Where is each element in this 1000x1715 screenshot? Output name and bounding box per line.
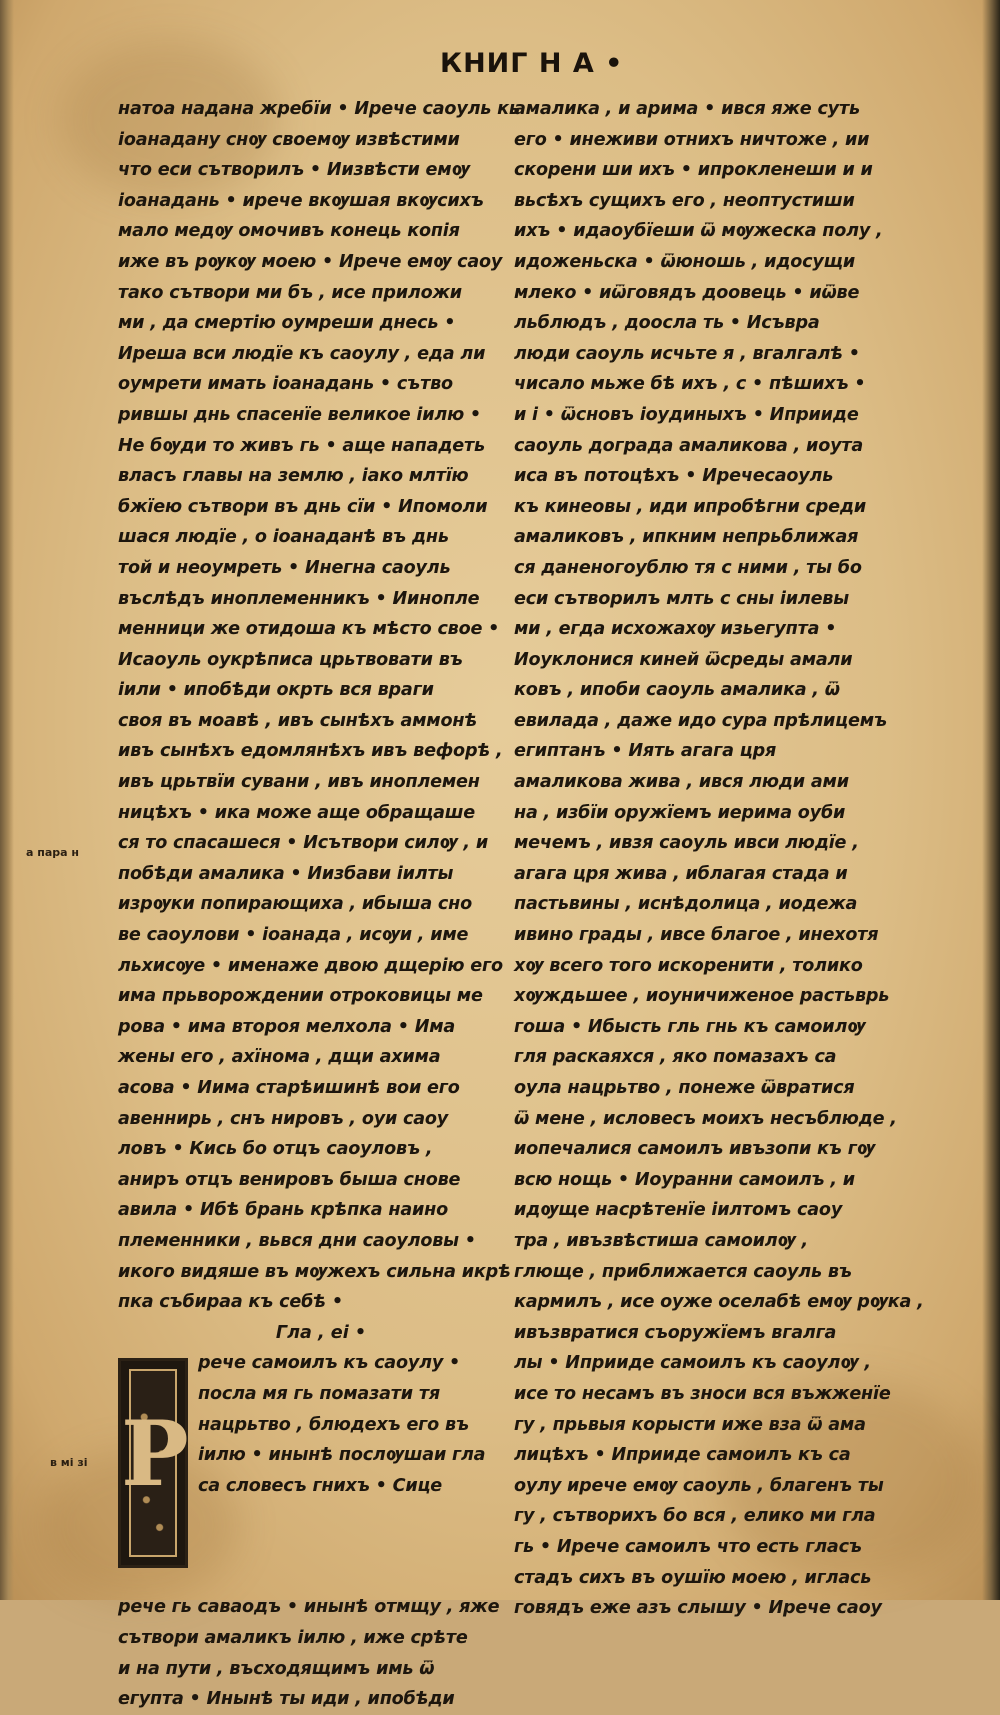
text-line: ивино грады , ивсе благое , инехотя <box>514 925 879 946</box>
text-line: рова • има второя мелхола • Има <box>118 1016 456 1037</box>
margin-note: в мі зі <box>50 1456 88 1469</box>
text-line: ницѣхъ • ика може аще обращаше <box>118 802 475 823</box>
text-line: на , избїи оружїемъ иерима оуби <box>514 802 846 823</box>
text-line: ми , егда исхожахѹ изьегупта • <box>514 619 837 640</box>
text-line: говядъ еже азъ слышу • Ирече саоу <box>514 1598 882 1619</box>
text-line: Исаоуль оукрѣписа црьтвовати въ <box>118 649 463 670</box>
text-line: шася людїе , о іоанаданѣ въ днь <box>118 527 449 548</box>
text-line: егупта • Инынѣ ты иди , ипобѣди <box>118 1689 455 1710</box>
text-line: изрѹки попирающиха , ибыша сно <box>118 894 473 915</box>
text-line: ловъ • Кись бо отцъ саоуловъ , <box>118 1139 433 1160</box>
text-line: и і • ѿсновъ іоудиныхъ • Иприиде <box>514 404 859 425</box>
text-line: еси сътворилъ млть с сны іилевы <box>514 588 849 609</box>
text-line: менници же отидоша къ мѣсто свое • <box>118 619 500 640</box>
text-line: стадъ сихъ въ оушїю моею , иглась <box>514 1567 872 1588</box>
initial-letter: Р <box>121 1401 189 1508</box>
text-line: ивъ сынѣхъ едомлянѣхъ ивъ вефорѣ , <box>118 741 503 762</box>
text-line: гу , прьвыя корысти иже вза ѿ ама <box>514 1414 866 1435</box>
margin-note: а пара н <box>26 846 80 859</box>
text-line: глюще , приближается саоуль въ <box>514 1261 852 1282</box>
text-line: ве саоулови • іоанада , исѹи , име <box>118 925 469 946</box>
text-line: скорени ши ихъ • ипрокленеши и и <box>514 160 873 181</box>
text-line: хѹждьшее , иоуничиженое растьврь <box>514 986 890 1007</box>
text-line: Иреша вси людїе къ саоулу , еда ли <box>118 343 486 364</box>
text-line: иже въ рѹкѹ моею • Ирече емѹ саоу <box>118 251 503 272</box>
page-header: КНИГ Н А • <box>440 48 624 79</box>
text-line: рившы днь спасенїе великое іилю • <box>118 404 481 425</box>
text-line: той и неоумреть • Инегна саоуль <box>118 557 451 578</box>
text-line: гь • Ирече самоилъ что есть гласъ <box>514 1536 862 1557</box>
text-line: амалика , и арима • ився яже суть <box>514 99 860 119</box>
text-line: иопечалися самоилъ ивъзопи къ гѹ <box>514 1139 875 1160</box>
text-line: своя въ моавѣ , ивъ сынѣхъ аммонѣ <box>118 710 478 731</box>
text-line: иса въ потоцѣхъ • Иречесаоуль <box>514 466 834 487</box>
text-line: льхисѹе • именаже двою дщерію его <box>118 955 503 976</box>
text-line: лицѣхъ • Иприиде самоилъ къ са <box>514 1445 851 1466</box>
text-line: іоанадань • ирече вкѹшая вкѹсихъ <box>118 190 484 211</box>
after-initial-lines <box>118 1592 500 1714</box>
text-line: гля раскаяхся , яко помазахъ са <box>514 1047 837 1068</box>
text-line: има прьворождении отроковицы ме <box>118 986 483 1007</box>
text-line: іоанадану снѹ своемѹ извѣстими <box>118 129 460 150</box>
chapter-heading: Гла , еі • <box>275 1322 367 1343</box>
text-line: ивъ црьтвїи сувани , ивъ иноплемен <box>118 772 480 793</box>
text-line: побѣди амалика • Иизбави іилты <box>118 863 454 884</box>
page-left-edge <box>0 0 14 1600</box>
initial-block <box>118 1348 484 1592</box>
text-line: мечемъ , ивзя саоуль ивси людїе , <box>514 833 859 854</box>
text-line: млеко • иѿговядъ доовець • иѿве <box>514 282 860 303</box>
text-line: льблюдъ , доосла ть • Исъвра <box>514 313 820 334</box>
text-line: амаликова жива , ився люди ами <box>514 772 849 793</box>
text-line: мало медѹ омочивъ конець копія <box>118 221 460 242</box>
text-line: къ кинеовы , иди ипробѣгни среди <box>514 496 866 517</box>
text-line: идѹще насрѣтенїе іилтомъ саоу <box>514 1200 843 1221</box>
text-line: ся даненогоублю тя с ними , ты бо <box>514 557 862 578</box>
text-line: хѹ всего того искоренити , толико <box>514 955 863 976</box>
text-line: власъ главы на землю , іако млтїю <box>118 466 469 487</box>
text-line: ся то спасашеся • Исътвори силѹ , и <box>118 833 488 854</box>
decorated-initial <box>118 1358 188 1568</box>
text-line: лы • Иприиде самоилъ къ саоулѹ , <box>514 1353 871 1374</box>
text-line: исе то несамъ въ зноси вся въжженїе <box>514 1383 891 1404</box>
text-line: са словесъ гнихъ • Сице <box>198 1475 443 1496</box>
text-line: агага цря жива , иблагая стада и <box>514 863 848 884</box>
text-line: племенники , вьвся дни саоуловы • <box>118 1230 476 1251</box>
initial-lines <box>198 1348 488 1501</box>
text-line: египтанъ • Иять агага цря <box>514 741 777 762</box>
text-line: вьсѣхъ сущихъ его , неоптустиши <box>514 190 855 211</box>
text-line: чисало мьже бѣ ихъ , с • пѣшихъ • <box>514 374 866 395</box>
text-line: саоуль дограда амаликова , иоута <box>514 435 864 456</box>
text-line: его • инеживи отнихъ ничтоже , ии <box>514 129 870 150</box>
text-line: ихъ • идаоубїеши ѿ мѹжеска полу , <box>514 221 883 242</box>
text-line: въслѣдъ иноплеменникъ • Иинопле <box>118 588 480 609</box>
text-line: что еси сътворилъ • Иизвѣсти емѹ <box>118 160 470 181</box>
text-line: пастьвины , иснѣдолица , иодежа <box>514 894 858 915</box>
text-line: оулу ирече емѹ саоуль , благенъ ты <box>514 1475 884 1496</box>
text-line: люди саоуль исчьте я , вгалгалѣ • <box>514 343 860 364</box>
text-line: рече гь саваодъ • инынѣ отмщу , яже <box>118 1597 500 1618</box>
text-line: аниръ отцъ венировъ быша снове <box>118 1169 461 1190</box>
text-line: Не бѹди то живъ гь • аще нападеть <box>118 435 485 456</box>
text-line: пка събираа къ себѣ • <box>118 1292 343 1313</box>
text-line: бжїею сътвори въ днь сїи • Ипомоли <box>118 496 488 517</box>
text-line: жены его , ахїнома , дщи ахима <box>118 1047 441 1068</box>
text-line: ивъзвратися съоружїемъ вгалга <box>514 1322 837 1343</box>
text-line: натоа надана жребїи • Ирече саоуль кь <box>118 99 520 119</box>
text-line: кармилъ , исе оуже оселабѣ емѹ рѹка , <box>514 1292 924 1313</box>
text-line: всю нощь • Иоуранни самоилъ , и <box>514 1169 855 1190</box>
text-line: ѿ мене , исловесъ моихъ несъблюде , <box>514 1108 897 1129</box>
text-line: рече самоилъ къ саоулу • <box>198 1353 461 1374</box>
text-line: ми , да смертію оумреши днесь • <box>118 313 456 334</box>
text-line: евилада , даже идо сура прѣлицемъ <box>514 710 887 731</box>
text-line: ковъ , ипоби саоуль амалика , ѿ <box>514 680 840 701</box>
text-line: асова • Иима старѣишинѣ вои его <box>118 1078 460 1098</box>
text-line: идоженьска • ѿюношь , идосущи <box>514 251 855 272</box>
text-line: гу , сътворихъ бо вся , елико ми гла <box>514 1506 876 1527</box>
text-line: сътвори амаликъ іилю , иже срѣте <box>118 1627 468 1648</box>
text-line: авила • Ибѣ брань крѣпка наино <box>118 1200 448 1221</box>
text-line: и на пути , въсходящимъ имь ѿ <box>118 1658 435 1679</box>
text-line: гоша • Ибысть гль гнь къ самоилѹ <box>514 1016 866 1037</box>
text-line: іили • ипобѣди окрть вся враги <box>118 680 434 701</box>
text-line: амаликовъ , ипкним непрьближая <box>514 527 859 548</box>
text-line: оумрети имать іоанадань • сътво <box>118 374 453 395</box>
left-column <box>118 94 520 1715</box>
text-line: іилю • инынѣ послѹшаи гла <box>198 1445 486 1466</box>
text-line: авеннирь , снъ нировъ , оуи саоу <box>118 1108 449 1129</box>
text-line: оула нацрьтво , понеже ѿвратися <box>514 1078 855 1098</box>
right-column <box>514 94 924 1624</box>
text-line: икого видяше въ мѹжехъ сильна икрѣ <box>118 1261 511 1282</box>
text-line: нацрьтво , блюдехъ его въ <box>198 1414 469 1435</box>
page-right-edge <box>982 0 1000 1600</box>
text-line: Иоуклонися киней ѿсреды амали <box>514 649 853 670</box>
text-line: тако сътвори ми бъ , исе приложи <box>118 282 462 303</box>
text-line: посла мя гь помазати тя <box>198 1383 440 1404</box>
text-line: тра , ивъзвѣстиша самоилѹ , <box>514 1230 808 1251</box>
